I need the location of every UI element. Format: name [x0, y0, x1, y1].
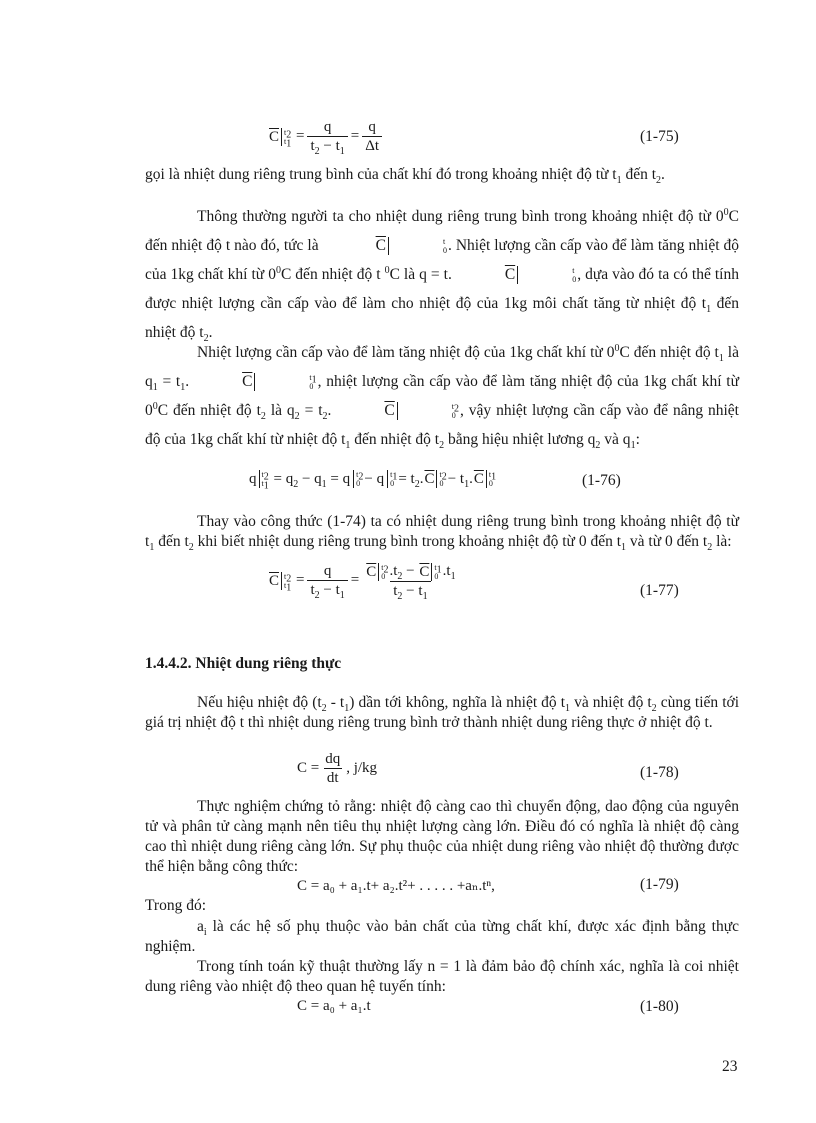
paragraph-coefficients: $a_i$ là các hệ số phụ thuộc vào bản chất của từng chất khí, được xác định bằng thực nghiệm. — [145, 918, 739, 955]
section-heading: 1.4.4.2. Nhiệt dung riêng thực — [145, 655, 342, 672]
paragraph-mean-heat-capacity: Thông thường người ta cho nhiệt dung riêng trung bình trong khoảng nhiệt độ từ $0^0C$ đến nhiệt độ t nào đó, tức là $\overline{C}$ t 0 . Nhiệt lượng cần cấp vào để làm tăng nhiệt độ của 1kg chất khí từ $0^0C$ đến nhiệt độ t $^0$C là q = t. $\overline{C}$ t 0 , dựa vào đó ta có thể tính được nhiệt lượng cần cấp vào để làm cho nhiệt độ của 1kg môi chất tăng từ nhiệt độ $t_1$ đến nhiệt độ $t_2$. — [145, 206, 739, 345]
equation-1-75: $\overline{C}$ $t_2$ $t_1$ = $\frac{q}{t_2 - t_1}$ = $\frac{q}{\Delta t}$ — [268, 118, 385, 155]
equation-1-78: C = $\frac{dq}{dt}$ , j/kg — [297, 751, 378, 786]
equation-number-1-76: (1-76) — [582, 472, 621, 489]
equation-number-1-78: (1-78) — [640, 764, 679, 781]
equation-number-1-80: (1-80) — [640, 998, 679, 1015]
equation-number-1-77: (1-77) — [640, 582, 679, 599]
paragraph-definition: gọi là nhiệt dung riêng trung bình của chất khí đó trong khoảng nhiệt độ từ $t_1$ đến $t_2$. — [145, 166, 665, 187]
equation-number-1-79: (1-79) — [640, 876, 679, 893]
paragraph-linear-relation: Trong tính toán kỹ thuật thường lấy n = 1 là đảm bảo độ chính xác, nghĩa là coi nhiệt dung riêng vào nhiệt độ theo quan hệ tuyến tính: — [145, 958, 739, 995]
equation-1-76: q $t_2$ $t_1$ = $q_2 - q_1 = q$ $t_2$ 0 − q $t_1$ 0 = $t_2$. $\overline{C}$ $t_2$ 0 − $t_1$. $\overline{C}$ $t_1$ 0 — [249, 470, 497, 492]
equation-1-77: $\overline{C}$ $t_2$ $t_1$ = $\frac{q}{t_2 - t_1}$ = $\overline{C}$ $t_2$ 0 $.t_2$ − $\overline{C}$ $t_1$ 0 $.t_1$ $t_2 - t_1$ — [269, 562, 456, 602]
paragraph-experiment: Thực nghiệm chứng tỏ rằng: nhiệt độ càng cao thì chuyển động, dao động của nguyên tử và phân tử càng mạnh nên tiêu thụ nhiệt lượng càng lớn. Điều đó có nghĩa là nhiệt độ càng cao thì nhiệt dung riêng càng lớn. Sự phụ thuộc của nhiệt dung riêng vào nhiệt độ thường được thể hiện bằng công thức: — [145, 798, 739, 875]
page-number: 23 — [722, 1058, 738, 1075]
equation-number-1-75: (1-75) — [640, 128, 679, 145]
equation-1-80: C = a₀ + a₁.t — [297, 998, 371, 1014]
paragraph-where: Trong đó: — [145, 897, 207, 914]
paragraph-substitution: Thay vào công thức (1-74) ta có nhiệt dung riêng trung bình trong khoảng nhiệt độ từ $t_1$ đến $t_2$ khi biết nhiệt dung riêng trung bình trong khoảng nhiệt độ từ 0 đến $t_1$ và từ 0 đến $t_2$ là: — [145, 513, 739, 554]
equation-1-79: C = a₀ + a₁.t+ a₂.t²+ . . . . . +aₙ.tⁿ, — [297, 878, 495, 894]
paragraph-heat-quantity: Nhiệt lượng cần cấp vào để làm tăng nhiệt độ của 1kg chất khí từ $0^0C$ đến nhiệt độ $t_1$ là $q_1 = t_1$. $\overline{C}$ $t_1$ 0 , nhiệt lượng cần cấp vào để làm tăng nhiệt độ của 1kg chất khí từ $0^0C$ đến nhiệt độ $t_2$ là $q_2 = t_2$. $\overline{C}$ $t_2$ 0 , vậy nhiệt lượng cần cấp vào để nâng nhiệt độ của 1kg chất khí từ nhiệt độ $t_1$ đến nhiệt độ $t_2$ bằng hiệu nhiệt lương $q_2$ và $q_1$: — [145, 342, 739, 452]
paragraph-true-heat-capacity: Nếu hiệu nhiệt độ $(t_2 - t_1)$ dần tới không, nghĩa là nhiệt độ $t_1$ và nhiệt độ $t_2$ cùng tiến tới giá trị nhiệt độ t thì nhiệt dung riêng trung bình trở thành nhiệt dung riêng thực ở nhiệt độ t. — [145, 694, 739, 731]
